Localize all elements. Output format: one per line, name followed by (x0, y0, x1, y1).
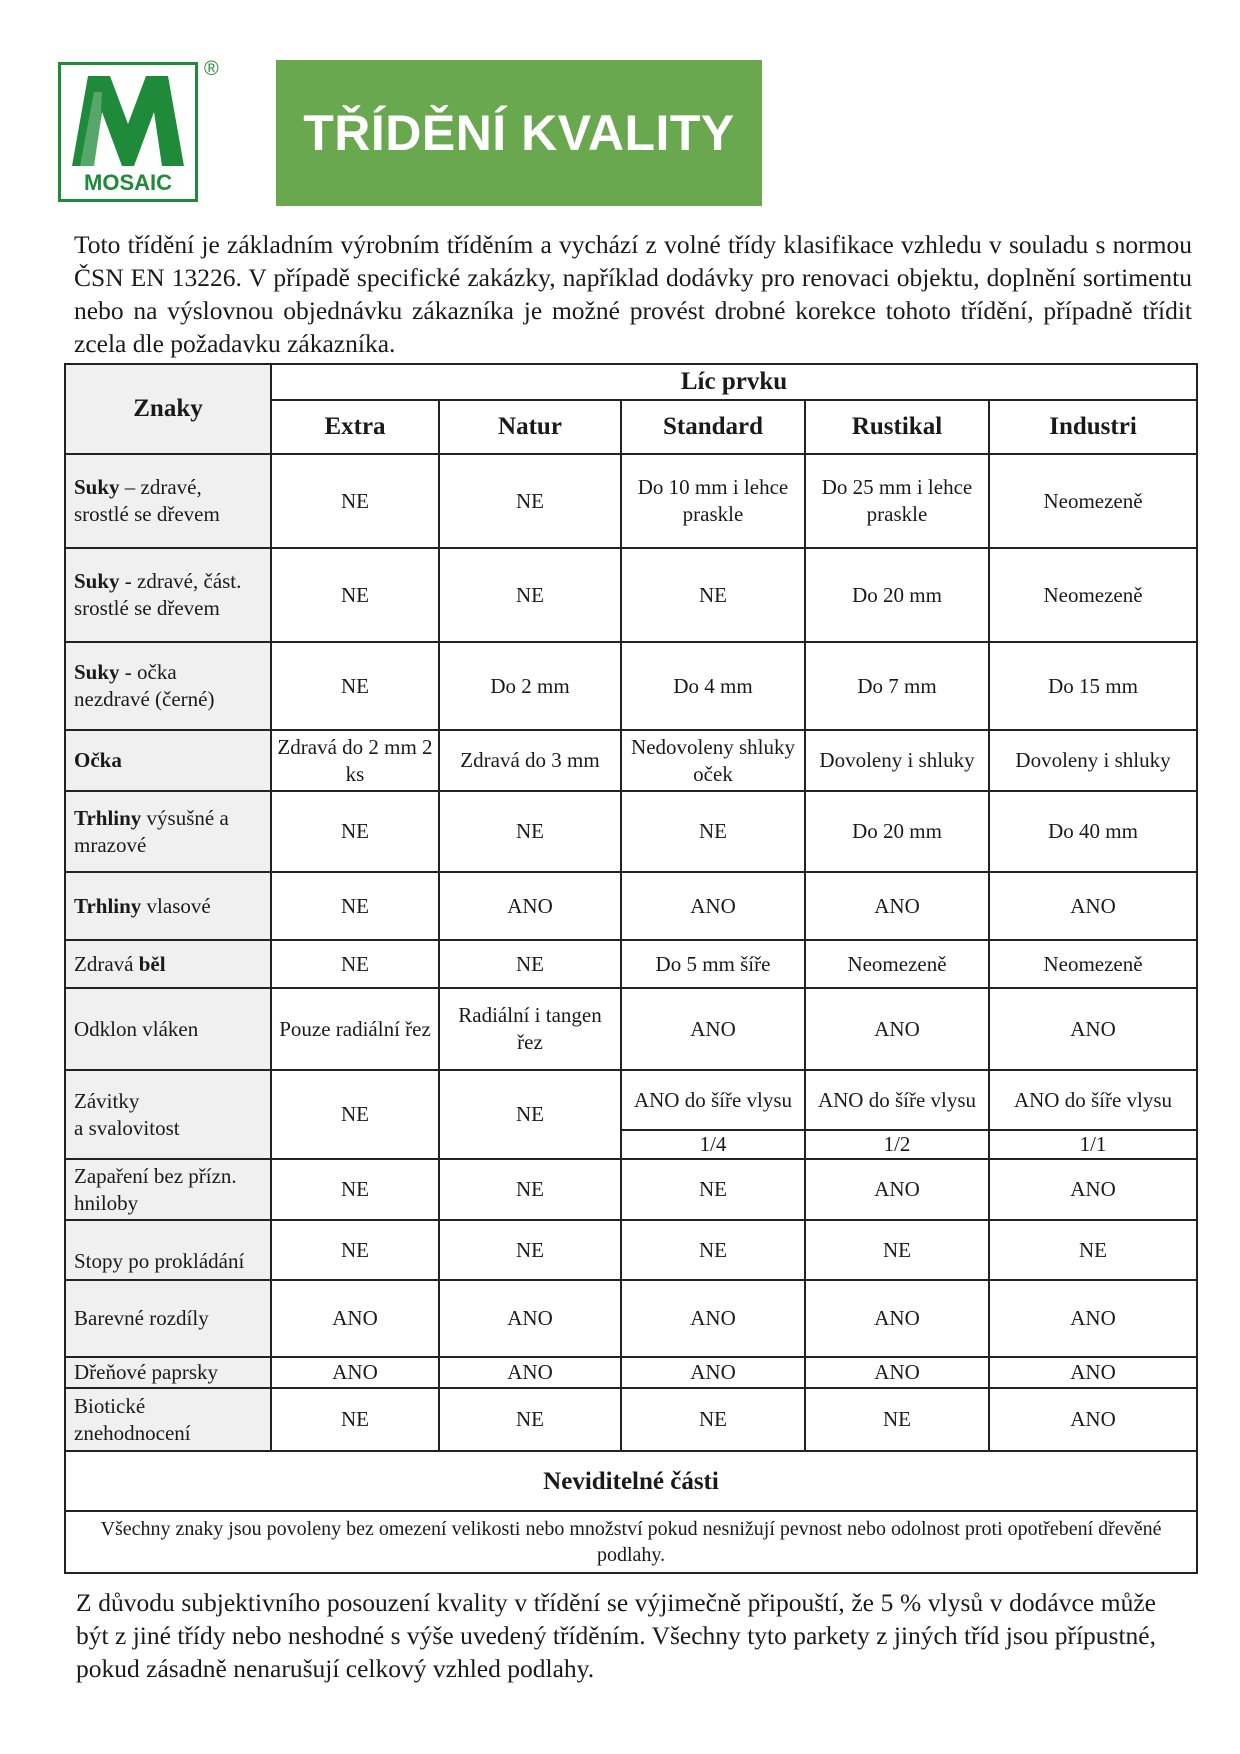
group-header: Líc prvku (271, 364, 1197, 400)
outro-paragraph: Z důvodu subjektivního posouzení kvality v třídění se výjimečně připouští, že 5 % vlysů v dodávce může být z jiné třídy nebo neshodné s výše uvedený tříděním. Všechny tyto parkety z jiných tříd jsou přípustné, pokud zásadně nenarušují celkový vzhled podlahy. (76, 1588, 1156, 1683)
table-row (65, 1220, 1197, 1280)
invisible-parts-title-row (65, 1451, 1197, 1511)
cell: Neomezeně (805, 940, 989, 988)
cell: ANO (621, 988, 805, 1070)
table-row (65, 642, 1197, 730)
cell: NE (805, 1388, 989, 1451)
cell: NE (271, 1159, 439, 1220)
cell: 1/4 (621, 1130, 805, 1159)
column-header: Rustikal (805, 400, 989, 454)
cell: NE (621, 1388, 805, 1451)
cell: Zdravá do 2 mm 2 ks (271, 730, 439, 791)
row-label: Trhliny výsušné a mrazové (65, 791, 271, 872)
cell: Nedovoleny shluky oček (621, 730, 805, 791)
cell: ANO do šíře vlysu (621, 1070, 805, 1130)
cell: NE (271, 791, 439, 872)
table-row (65, 548, 1197, 642)
cell: ANO (621, 1357, 805, 1388)
invisible-parts-title: Neviditelné části (65, 1451, 1197, 1511)
cell: NE (439, 454, 621, 548)
corner-label: Znaky (65, 364, 271, 454)
cell: NE (989, 1220, 1197, 1280)
table-row (65, 454, 1197, 548)
cell: Neomezeně (989, 940, 1197, 988)
cell: 1/1 (989, 1130, 1197, 1159)
cell: Neomezeně (989, 548, 1197, 642)
cell: ANO (989, 988, 1197, 1070)
column-header: Standard (621, 400, 805, 454)
cell: ANO (439, 1357, 621, 1388)
table-row (65, 1280, 1197, 1357)
registered-mark: ® (204, 58, 219, 80)
table-row (65, 988, 1197, 1070)
cell: 1/2 (805, 1130, 989, 1159)
cell: NE (271, 548, 439, 642)
cell: NE (621, 791, 805, 872)
cell: ANO (805, 1159, 989, 1220)
column-header: Extra (271, 400, 439, 454)
cell: Do 4 mm (621, 642, 805, 730)
cell: NE (271, 642, 439, 730)
cell: NE (271, 940, 439, 988)
cell: NE (439, 548, 621, 642)
cell: ANO (989, 872, 1197, 940)
invisible-parts-text-row (65, 1511, 1197, 1573)
table-row (65, 940, 1197, 988)
row-label: Barevné rozdíly (65, 1280, 271, 1357)
cell: ANO (989, 1388, 1197, 1451)
table-row (65, 872, 1197, 940)
cell: ANO do šíře vlysu (989, 1070, 1197, 1130)
cell: NE (621, 1159, 805, 1220)
mosaic-logo (58, 62, 198, 202)
cell: Do 5 mm šíře (621, 940, 805, 988)
cell: ANO (805, 1280, 989, 1357)
cell: NE (805, 1220, 989, 1280)
quality-table (64, 363, 1198, 1574)
row-label: Stopy po prokládání (65, 1220, 271, 1280)
cell: NE (271, 1070, 439, 1159)
cell: Zdravá do 3 mm (439, 730, 621, 791)
title-banner (276, 60, 762, 206)
cell: ANO (805, 1357, 989, 1388)
cell: ANO (989, 1280, 1197, 1357)
cell: Do 7 mm (805, 642, 989, 730)
cell: ANO (805, 872, 989, 940)
table-header-row (65, 364, 1197, 400)
cell: ANO (989, 1159, 1197, 1220)
page-title: TŘÍDĚNÍ KVALITY (303, 105, 735, 161)
row-label: Očka (65, 730, 271, 791)
cell: ANO (271, 1280, 439, 1357)
cell: Do 20 mm (805, 548, 989, 642)
cell: ANO (805, 988, 989, 1070)
cell: Radiální i tangen řez (439, 988, 621, 1070)
row-label: Trhliny vlasové (65, 872, 271, 940)
cell: NE (621, 1220, 805, 1280)
cell: Do 10 mm i lehce praskle (621, 454, 805, 548)
cell: NE (439, 1070, 621, 1159)
cell: NE (271, 872, 439, 940)
table-row (65, 1388, 1197, 1451)
invisible-parts-text: Všechny znaky jsou povoleny bez omezení velikosti nebo množství pokud nesnižují pevnost nebo odolnost proti opotřebení dřevěné podlahy. (65, 1511, 1197, 1573)
cell: ANO (621, 1280, 805, 1357)
cell: NE (439, 1220, 621, 1280)
row-label: Suky - očka nezdravé (černé) (65, 642, 271, 730)
cell: NE (271, 454, 439, 548)
row-label: Zapaření bez přízn. hniloby (65, 1159, 271, 1220)
cell: ANO (989, 1357, 1197, 1388)
cell: Pouze radiální řez (271, 988, 439, 1070)
cell: Dovoleny i shluky (805, 730, 989, 791)
cell: NE (271, 1220, 439, 1280)
row-label: Suky – zdravé, srostlé se dřevem (65, 454, 271, 548)
cell: ANO (439, 872, 621, 940)
cell: NE (439, 940, 621, 988)
column-header: Natur (439, 400, 621, 454)
cell: Do 40 mm (989, 791, 1197, 872)
cell: ANO (621, 872, 805, 940)
row-label: Odklon vláken (65, 988, 271, 1070)
cell: Do 2 mm (439, 642, 621, 730)
cell: NE (439, 1388, 621, 1451)
row-label: Biotické znehodnocení (65, 1388, 271, 1451)
cell: Neomezeně (989, 454, 1197, 548)
table-row (65, 1357, 1197, 1388)
cell: Dovoleny i shluky (989, 730, 1197, 791)
table-row (65, 791, 1197, 872)
intro-paragraph: Toto třídění je základním výrobním tříděním a vychází z volné třídy klasifikace vzhledu v souladu s normou ČSN EN 13226. V případě specifické zakázky, například dodávky pro renovaci objektu, doplnění sortimentu nebo na výslovnou objednávku zákazníka je možné provést drobné korekce tohoto třídění, případně třídit zcela dle požadavku zákazníka. (74, 230, 1192, 358)
cell: Do 15 mm (989, 642, 1197, 730)
cell: ANO (271, 1357, 439, 1388)
cell: NE (439, 791, 621, 872)
cell: ANO (439, 1280, 621, 1357)
cell: NE (621, 548, 805, 642)
table-row (65, 1070, 1197, 1130)
cell: ANO do šíře vlysu (805, 1070, 989, 1130)
cell: NE (271, 1388, 439, 1451)
row-label: Závitky a svalovitost (65, 1070, 271, 1159)
row-label: Dřeňové paprsky (65, 1357, 271, 1388)
logo-text: MOSAIC (84, 170, 172, 195)
table-row (65, 1159, 1197, 1220)
table-row (65, 730, 1197, 791)
row-label: Suky - zdravé, část. srostlé se dřevem (65, 548, 271, 642)
column-header: Industri (989, 400, 1197, 454)
cell: Do 25 mm i lehce praskle (805, 454, 989, 548)
row-label: Zdravá běl (65, 940, 271, 988)
cell: NE (439, 1159, 621, 1220)
cell: Do 20 mm (805, 791, 989, 872)
